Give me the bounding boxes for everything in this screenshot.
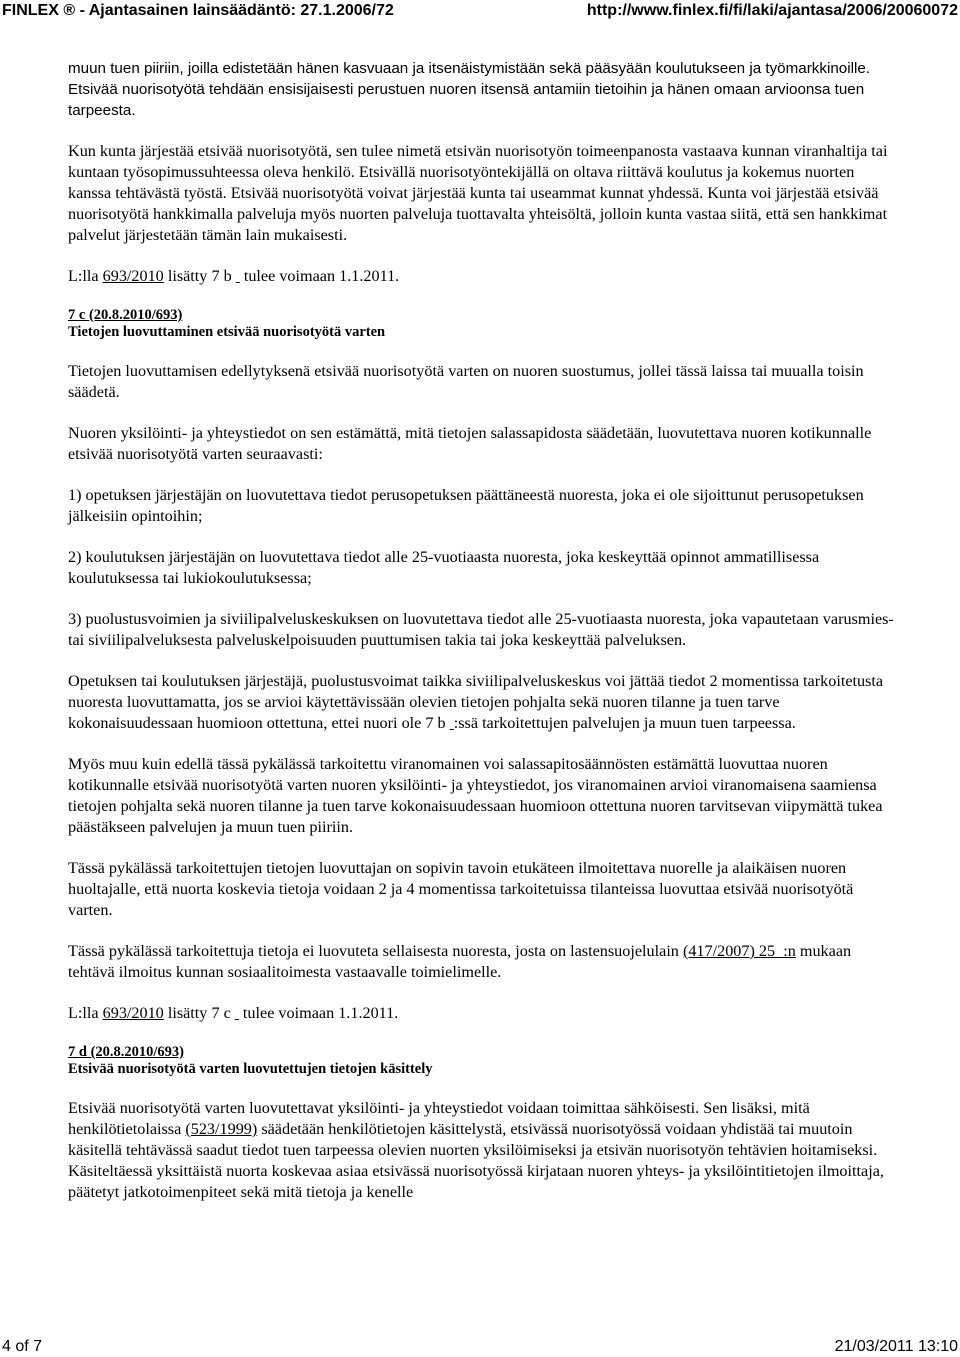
paragraph-kunta: Kun kunta järjestää etsivää nuorisotyötä, sen tulee nimetä etsivän nuorisotyön toimeenpanosta vastaava kunnan viranhaltija tai kuntaan työsopimussuhteessa oleva henkilö. Etsivällä nuorisotyöntekijällä on oltava riittävä koulutus ja kokemus nuorten kanssa tehtävästä työstä. Etsivää nuorisotyötä voivat järjestää kunta tai useammat kunnat yhdessä. Kunta voi järjestää etsivää nuorisotyötä hankkimalla palveluja myös nuorten palveluja tuottavalta yhteisöltä, jolloin kunta vastaa siitä, että sen hankkimat palvelut järjestetään tämän lain mukaisesti. bbox=[68, 142, 888, 244]
paragraph-7c-3: 1) opetuksen järjestäjän on luovutettava tiedot perusopetuksen päättäneestä nuoresta, joka ei ole sijoittunut perusopetuksen jälkeisiin opintoihin; bbox=[68, 486, 864, 525]
header-url[interactable]: http://www.finlex.fi/fi/laki/ajantasa/2006/20060072 bbox=[586, 2, 958, 19]
text: Tässä pykälässä tarkoitettuja tietoja ei luovuteta sellaisesta nuoresta, josta on lastensuojelulain bbox=[68, 942, 683, 960]
section-number-link[interactable]: 7 d bbox=[68, 1044, 91, 1060]
statute-link-693-2010[interactable]: 693/2010 bbox=[102, 267, 164, 285]
paragraph-7c-9 bbox=[68, 941, 898, 983]
section-number-link[interactable]: 7 c bbox=[68, 307, 89, 323]
amend-post: lisätty 7 b bbox=[163, 267, 236, 285]
statute-link-417-2007[interactable]: (417/2007) 25 bbox=[682, 942, 780, 960]
paragraph-7c-6 bbox=[68, 671, 898, 734]
print-datetime: 21/03/2011 13:10 bbox=[834, 1338, 958, 1355]
section-title: Etsivää nuorisotyötä varten luovutettujen tietojen käsittely bbox=[68, 1061, 433, 1077]
text: mukaan tehtävä ilmoitus kunnan sosiaalitoimesta vastaavalle toimielimelle. bbox=[68, 942, 852, 981]
header-title: FINLEX ® - Ajantasainen lainsäädäntö: 27.1.2006/72 bbox=[2, 2, 394, 19]
text: Opetuksen tai koulutuksen järjestäjä, puolustusvoimat taikka siviilipalveluskeskus voi jättää tiedot 2 momentissa tarkoitetusta nuoresta luovuttamatta, jos se arvioi käytettävissään olevien tietojen pohjalta sekä nuoren tilanne ja tuen tarve kokonaisuudessaan huomioon ottettuna, ettei nuori ole 7 b bbox=[68, 672, 884, 732]
amendment-note-7b bbox=[68, 266, 898, 287]
paragraph-7d-1 bbox=[68, 1098, 898, 1203]
paragraph-7c-5: 3) puolustusvoimien ja siviilipalveluskeskuksen on luovutettava tiedot alle 25-vuotiaasta nuoresta, joka vapautetaan varusmies- tai siviilipalveluksesta palveluskelpoisuuden puuttumisen takia tai joka keskeyttää palveluksen. bbox=[68, 610, 894, 649]
section-title: Tietojen luovuttaminen etsivää nuorisotyötä varten bbox=[68, 324, 386, 340]
amend-pre: L:lla bbox=[68, 267, 103, 285]
paragraph-7c-2: Nuoren yksilöinti- ja yhteystiedot on sen estämättä, mitä tietojen salassapidosta säädetään, luovutettava nuoren kotikunnalle etsivää nuorisotyötä varten seuraavasti: bbox=[68, 424, 872, 463]
paragraph-7c-1: Tietojen luovuttamisen edellytyksenä etsivää nuorisotyötä varten on nuoren suostumus, jollei tässä laissa tai muualla toisin säädetä. bbox=[68, 362, 864, 401]
statute-link-693-2010[interactable]: 693/2010 bbox=[102, 1004, 164, 1022]
text: Etsivää nuorisotyötä varten luovutettavat yksilöinti- ja yhteystiedot voidaan toimittaa sähköisesti. Sen lisäksi, mitä henkilötietolaissa bbox=[68, 1099, 810, 1138]
document-body bbox=[68, 58, 898, 1223]
paragraph-intro: muun tuen piiriin, joilla edistetään hänen kasvuaan ja itsenäistymistään sekä pääsyään koulutukseen ja työmarkkinoille. Etsivää nuorisotyötä tehdään ensisijaisesti perustuen nuoren itsensä antamiin tietoihin ja hänen omaan arvioonsa tuen tarpeesta. bbox=[68, 60, 871, 119]
amend-pre: L:lla bbox=[68, 1004, 103, 1022]
section-ref-link[interactable]: (20.8.2010/693) bbox=[88, 307, 183, 323]
statute-link-523-1999[interactable]: (523/1999) bbox=[185, 1120, 258, 1138]
statute-link-417-2007-b[interactable]: :n bbox=[783, 942, 796, 960]
amendment-note-7c bbox=[68, 1003, 898, 1024]
paragraph-7c-7: Myös muu kuin edellä tässä pykälässä tarkoitettu viranomainen voi salassapitosäännösten estämättä luovuttaa nuoren kotikunnalle etsivää nuorisotyötä varten nuoren yksilöinti- ja yhteystiedot, jos viranomainen arvioi viranomaisena saamiensa tietojen pohjalta sekä nuoren tilanne ja tuen tarve kokonaisuudessaan huomioon ottettuna nuoren tarvitsevan viipymättä tukea päästäkseen palvelujen ja muun tuen piiriin. bbox=[68, 755, 883, 836]
amend-post: lisätty 7 c bbox=[163, 1004, 235, 1022]
paragraph-7c-4: 2) koulutuksen järjestäjän on luovutettava tiedot alle 25-vuotiaasta nuoresta, joka keskeyttää opinnot ammatillisessa koulutuksessa tai lukiokoulutuksessa; bbox=[68, 548, 820, 587]
section-heading-7c bbox=[68, 307, 898, 341]
text: säädetään henkilötietojen käsittelystä, etsivässä nuorisotyössä voidaan yhdistää tai muutoin käsitellä tehtävässä saadut tiedot tuen tarpeessa olevien nuorten yksilöimiseksi ja etsivän nuorisotyön tehtävien hoitamiseksi. Käsiteltäessä yksittäistä nuorta koskevaa asiaa etsivässä nuorisotyössä kirjataan nuoren yhteys- ja yksilöintitietojen ilmoittaja, päätetyt jatkotoimenpiteet sekä mitä tietoja ja kenelle bbox=[68, 1120, 884, 1201]
amend-post2: tulee voimaan 1.1.2011. bbox=[238, 1004, 399, 1022]
section-ref-link[interactable]: (20.8.2010/693) bbox=[90, 1044, 185, 1060]
section-heading-7d bbox=[68, 1044, 898, 1078]
paragraph-7c-8: Tässä pykälässä tarkoitettujen tietojen luovuttajan on sopivin tavoin etukäteen ilmoitettava nuorelle ja alaikäisen nuoren huoltajalle, että nuorta koskevia tietoja voidaan 2 ja 4 momentissa tarkoitetuissa tilanteissa luovuttaa etsivää nuorisotyötä varten. bbox=[68, 859, 854, 919]
text: :ssä tarkoitettujen palvelujen ja muun tuen tarpeessa. bbox=[453, 714, 796, 732]
amend-post2: tulee voimaan 1.1.2011. bbox=[239, 267, 400, 285]
page-number: 4 of 7 bbox=[2, 1338, 43, 1355]
